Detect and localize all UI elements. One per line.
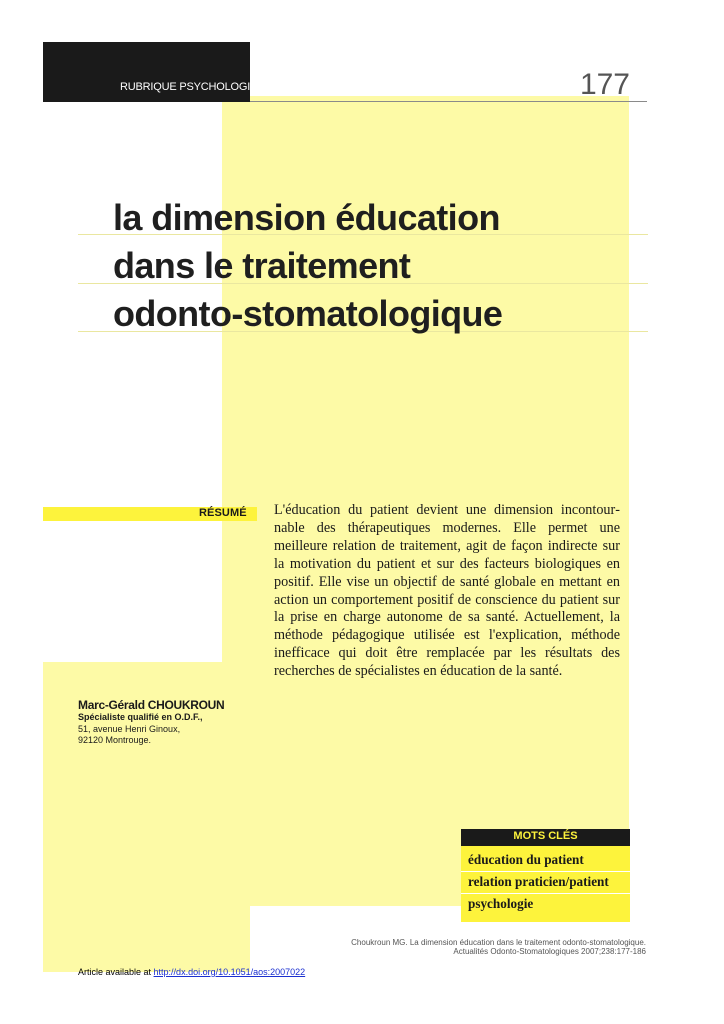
keywords-label: MOTS CLÉS <box>513 830 578 842</box>
keyword-item: éducation du patient <box>468 852 584 867</box>
article-title-line: la dimension éducation <box>113 197 500 238</box>
keyword-item: psychologie <box>468 896 534 911</box>
author-address-line: 92120 Montrouge. <box>78 735 152 745</box>
author-name: Marc-Gérald CHOUKROUN <box>78 698 225 712</box>
citation-line: Actualités Odonto-Stomatologiques 2007;238:177-186 <box>453 947 646 956</box>
footer-prefix: Article available at <box>78 967 154 977</box>
article-title-line: dans le traitement <box>113 245 411 286</box>
article-title-line: odonto-stomatologique <box>113 293 503 334</box>
section-label: RUBRIQUE PSYCHOLOGIE <box>120 81 258 93</box>
footer-availability <box>78 967 305 977</box>
author-address-line: 51, avenue Henri Ginoux, <box>78 724 181 734</box>
keyword-divider <box>461 871 630 872</box>
citation-line: Choukroun MG. La dimension éducation dans le traitement odonto-stomatologique. <box>351 938 646 947</box>
keyword-divider <box>461 893 630 894</box>
page-number: 177 <box>579 68 630 101</box>
doi-link[interactable]: http://dx.doi.org/10.1051/aos:2007022 <box>153 967 306 977</box>
section-header-block <box>43 42 250 102</box>
resume-label: RÉSUMÉ <box>199 507 247 519</box>
abstract-text: L'éducation du patient devient une dimension incontournable des thérapeutiques modernes. Elle permet une meilleure relation de traitement, agit de façon indirecte sur la motivation du patient et sur des facteurs biologiques en positif. Elle vise un objectif de santé globale en mettant en action un comportement positif de conscience du patient sur la prise en charge autonome de sa santé. Actuellement, la méthode pédagogique utilisée est l'explication, méthode inefficace qui doit être remplacée par les résultats des recherches de spécialistes en éducation de la santé. <box>274 502 620 680</box>
keyword-item: relation praticien/patient <box>468 874 609 889</box>
author-title: Spécialiste qualifié en O.D.F., <box>78 712 203 722</box>
